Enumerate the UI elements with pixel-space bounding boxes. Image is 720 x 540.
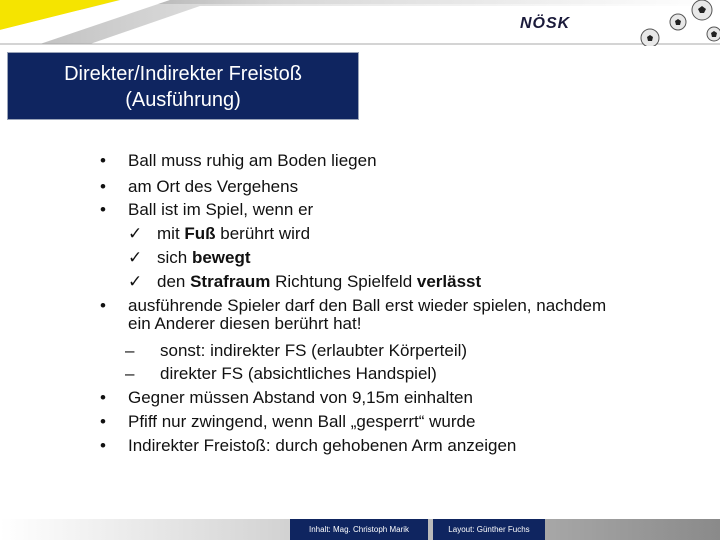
slide-title [7, 52, 359, 120]
title-line-1: Direkter/Indirekter Freistoß [64, 63, 302, 85]
brand-logo-text: NÖSK [520, 15, 571, 32]
title-line-2: (Ausführung) [125, 89, 241, 111]
check-icon: ✓ [128, 272, 143, 291]
list-item-text: Ball ist im Spiel, wenn er [128, 200, 314, 219]
footer-bar [0, 519, 720, 540]
list-item-text: Pfiff nur zwingend, wenn Ball „gesperrt“ wurde [128, 412, 476, 431]
check-icon: ✓ [128, 224, 143, 243]
bullet-icon: • [100, 151, 106, 170]
list-item-text: Ball muss ruhig am Boden liegen [128, 151, 377, 170]
bullet-icon: • [100, 436, 106, 455]
layout-credit: Layout: Günther Fuchs [433, 519, 545, 540]
bullet-icon: • [100, 296, 106, 315]
soccer-balls-icon [610, 0, 720, 46]
bullet-icon: • [100, 200, 106, 219]
check-icon: ✓ [128, 248, 143, 267]
header-banner [0, 0, 720, 48]
sub-list-item-text: sich bewegt [157, 248, 251, 267]
list-item-text: ausführende Spieler darf den Ball erst wieder spielen, nachdem [128, 296, 607, 315]
list-item-text: ein Anderer diesen berührt hat! [128, 314, 362, 333]
dash-icon: – [125, 364, 135, 383]
bullet-icon: • [100, 412, 106, 431]
sub-list-item-text: sonst: indirekter FS (erlaubter Körperteil) [160, 341, 468, 360]
sub-list-item-text: mit Fuß berührt wird [157, 224, 311, 243]
list-item-text: am Ort des Vergehens [128, 177, 299, 196]
content-credit: Inhalt: Mag. Christoph Marik [290, 519, 428, 540]
bullet-icon: • [100, 388, 106, 407]
dash-icon: – [125, 341, 135, 360]
list-item-text: Gegner müssen Abstand von 9,15m einhalten [128, 388, 473, 407]
list-item-text: Indirekter Freistoß: durch gehobenen Arm anzeigen [128, 436, 517, 455]
sub-list-item-text: direkter FS (absichtliches Handspiel) [160, 364, 437, 383]
sub-list-item-text: den Strafraum Richtung Spielfeld verlässt [157, 272, 482, 291]
bullet-icon: • [100, 177, 106, 196]
